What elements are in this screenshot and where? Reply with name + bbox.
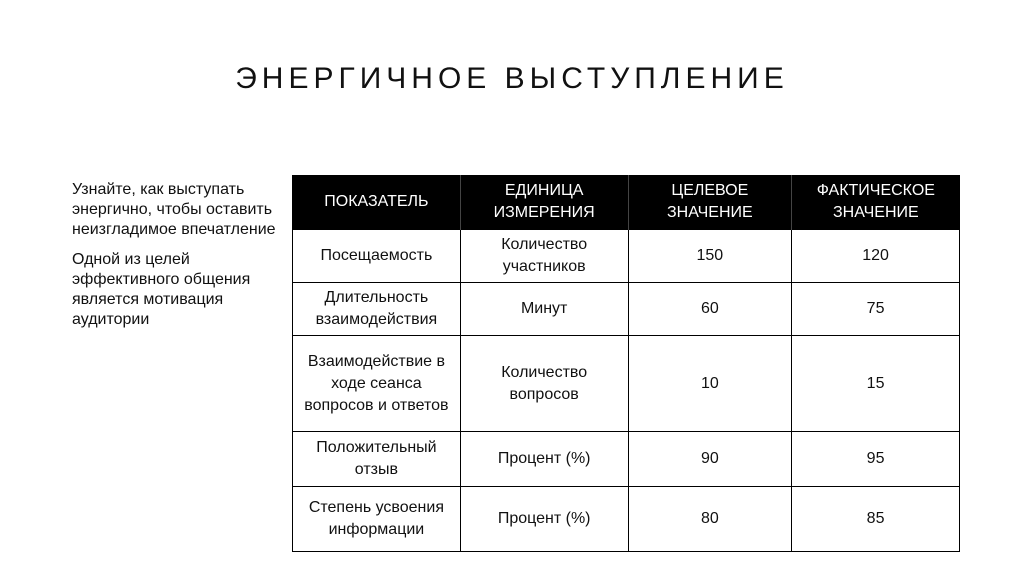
cell-unit: Минут [460,283,628,336]
side-text [72,180,277,340]
cell-unit: Процент (%) [460,432,628,487]
cell-indicator: Положительный отзыв [293,432,461,487]
cell-target: 60 [628,283,792,336]
header-actual: ФАКТИЧЕСКОЕ ЗНАЧЕНИЕ [792,175,960,230]
table-header-row [293,175,960,230]
header-unit: ЕДИНИЦА ИЗМЕРЕНИЯ [460,175,628,230]
cell-unit: Процент (%) [460,487,628,552]
cell-actual: 75 [792,283,960,336]
cell-actual: 120 [792,230,960,283]
cell-unit: Количество участников [460,230,628,283]
cell-target: 80 [628,487,792,552]
cell-actual: 95 [792,432,960,487]
cell-target: 90 [628,432,792,487]
table-row [293,283,960,336]
table-row [293,336,960,432]
cell-actual: 85 [792,487,960,552]
table-row [293,230,960,283]
cell-target: 150 [628,230,792,283]
metrics-table [292,175,960,552]
cell-indicator: Длительность взаимодействия [293,283,461,336]
table-row [293,432,960,487]
header-target: ЦЕЛЕВОЕ ЗНАЧЕНИЕ [628,175,792,230]
side-paragraph-2: Одной из целей эффективного общения является мотивация аудитории [72,251,251,328]
cell-indicator: Посещаемость [293,230,461,283]
cell-actual: 15 [792,336,960,432]
cell-indicator: Степень усвоения информации [293,487,461,552]
slide-title: ЭНЕРГИЧНОЕ ВЫСТУПЛЕНИЕ [235,62,789,95]
cell-target: 10 [628,336,792,432]
cell-indicator: Взаимодействие в ходе сеанса вопросов и ответов [293,336,461,432]
header-indicator: ПОКАЗАТЕЛЬ [293,175,461,230]
cell-unit: Количество вопросов [460,336,628,432]
side-paragraph-1: Узнайте, как выступать энергично, чтобы оставить неизгладимое впечатление [72,181,276,238]
table-row [293,487,960,552]
